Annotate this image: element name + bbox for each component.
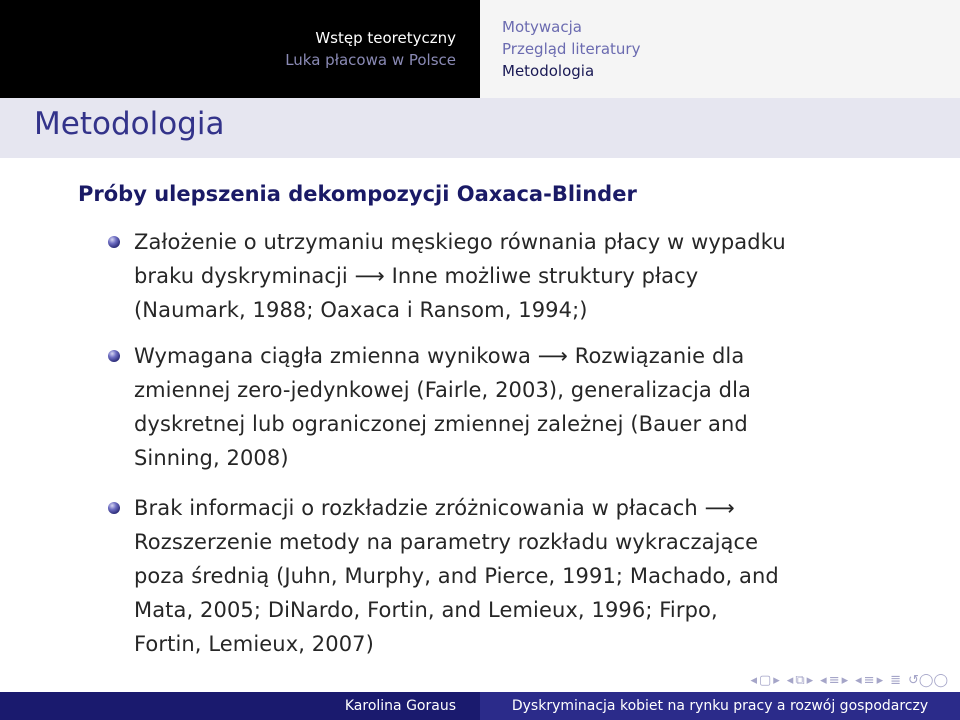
bullet-line: Mata, 2005; DiNardo, Fortin, and Lemieux, 1996; Firpo,: [134, 598, 718, 622]
bullet-line: Rozszerzenie metody na parametry rozkładu wykraczające: [134, 530, 759, 554]
bullet-ball-icon: [108, 502, 120, 514]
block-title: Próby ulepszenia dekompozycji Oaxaca-Blinder: [78, 182, 637, 206]
frame-title-bar: [0, 98, 960, 158]
section-nav-group: [820, 673, 848, 688]
bullet-line: Sinning, 2008): [134, 446, 289, 470]
frame-icon: ▢: [758, 672, 772, 688]
document-icon: ≡: [863, 672, 875, 688]
nav-prev-frame-icon[interactable]: ◂: [750, 672, 757, 688]
bullet-ball-icon: [108, 236, 120, 248]
nav-next-section-icon[interactable]: ▸: [841, 672, 849, 688]
nav-next-doc-icon[interactable]: ▸: [876, 672, 884, 688]
frame-title: Metodologia: [34, 106, 225, 142]
bullet-line: (Naumark, 1988; Oaxaca i Ransom, 1994;): [134, 298, 588, 322]
beamer-nav-symbols: [750, 670, 948, 690]
nav-prev-section-icon[interactable]: ◂: [820, 672, 827, 688]
bullet-ball-icon: [108, 350, 120, 362]
bullet-item-2: [134, 339, 924, 475]
bullet-text: Rozwiązanie dla: [574, 344, 745, 368]
nav-section-wstep[interactable]: Wstęp teoretyczny: [315, 29, 456, 47]
bullet-text: Brak informacji o rozkładzie zróżnicowania w płacach: [134, 496, 698, 520]
nav-prev-doc-icon[interactable]: ◂: [855, 672, 862, 688]
bullet-text: Inne możliwe struktury płacy: [391, 264, 699, 288]
nav-subsection-przeglad[interactable]: Przegląd literatury: [502, 40, 641, 58]
subsection-nav: [480, 0, 960, 98]
nav-search-icon[interactable]: ↺◯◯: [908, 672, 948, 688]
section-nav: [0, 0, 480, 98]
bullet-line: [134, 491, 924, 525]
footer-title: Dyskryminacja kobiet na rynku pracy a rozwój gospodarczy: [511, 698, 929, 714]
long-right-arrow-icon: ⟶: [354, 264, 385, 288]
bullet-text: braku dyskryminacji: [134, 264, 348, 288]
doc-nav-group: [855, 673, 883, 688]
footer-title-box: [480, 692, 960, 720]
footer: [0, 692, 960, 720]
nav-subsection-motywacja[interactable]: Motywacja: [502, 18, 582, 36]
long-right-arrow-icon: ⟶: [537, 344, 568, 368]
bullet-line: dyskretnej lub ograniczonej zmiennej zależnej (Bauer and: [134, 412, 748, 436]
nav-section-luka[interactable]: Luka płacowa w Polsce: [285, 51, 456, 69]
bullet-line: Fortin, Lemieux, 2007): [134, 632, 374, 656]
bullet-text: Wymagana ciągła zmienna wynikowa: [134, 344, 531, 368]
long-right-arrow-icon: ⟶: [704, 496, 735, 520]
bullet-item-3: [134, 491, 924, 661]
section-icon: ≡: [828, 672, 840, 688]
footer-author-box: [0, 692, 480, 720]
nav-align-icon[interactable]: ≣: [890, 672, 901, 688]
nav-subsection-metodologia[interactable]: Metodologia: [502, 62, 595, 80]
bullet-line: zmiennej zero-jedynkowej (Fairle, 2003), generalizacja dla: [134, 378, 751, 402]
subsection-icon: ⧉: [795, 672, 805, 688]
frame-nav-group: [750, 673, 779, 688]
nav-prev-subsection-icon[interactable]: ◂: [786, 672, 794, 688]
nav-next-frame-icon[interactable]: ▸: [773, 672, 780, 688]
nav-next-subsection-icon[interactable]: ▸: [806, 672, 814, 688]
bullet-line: poza średnią (Juhn, Murphy, and Pierce, 1991; Machado, and: [134, 564, 779, 588]
bullet-line: [134, 259, 924, 293]
footer-author: Karolina Goraus: [344, 698, 456, 714]
bullet-line: Założenie o utrzymaniu męskiego równania płacy w wypadku: [134, 230, 786, 254]
bullet-item-1: [134, 225, 924, 327]
bullet-line: [134, 339, 924, 373]
header-nav: [0, 0, 960, 98]
subsection-nav-group: [787, 673, 813, 688]
